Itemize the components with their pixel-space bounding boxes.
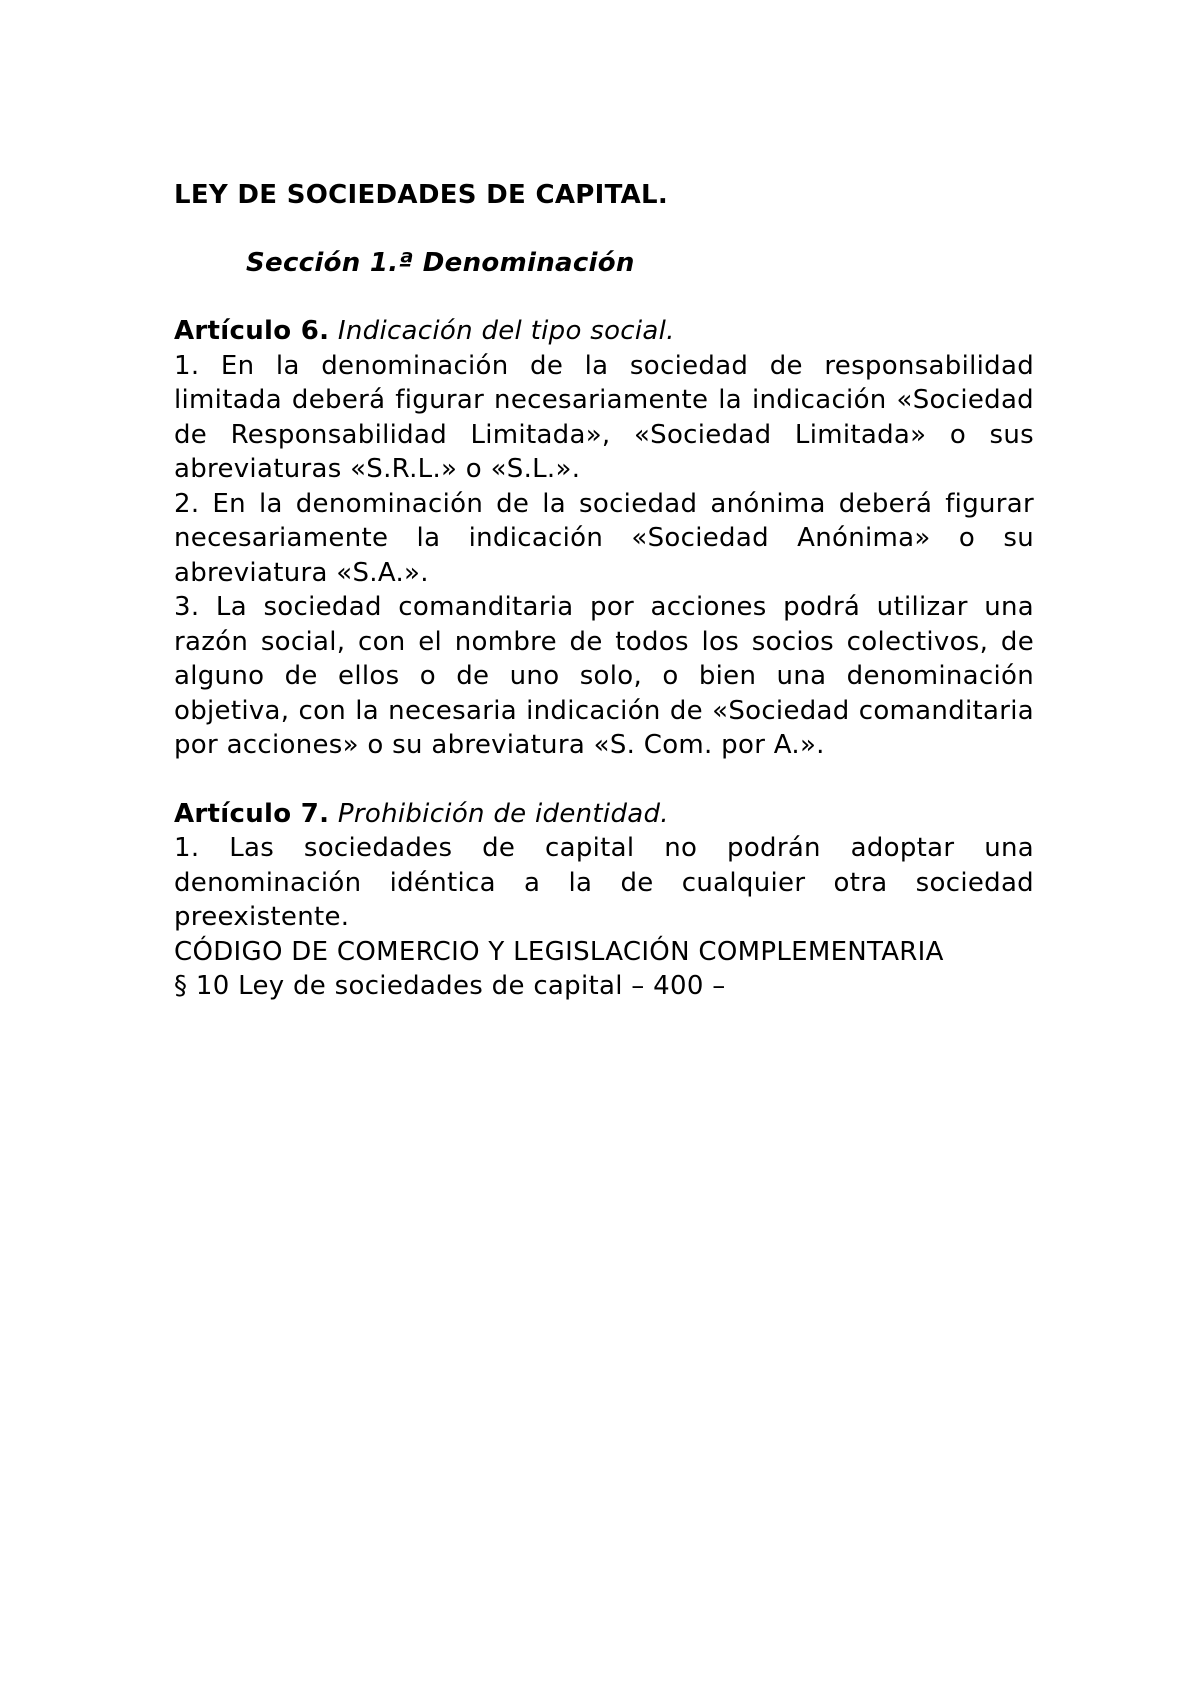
article-number: Artículo 7. bbox=[174, 798, 330, 829]
article-paragraph: 1. En la denominación de la sociedad de responsabilidad limitada deberá figurar necesariamente la indicación «Sociedad de Responsabilidad Limitada», «Sociedad Limitada» o sus abreviaturas «S.R.L.» o «S.L.». bbox=[174, 350, 1034, 484]
article-number: Artículo 6. bbox=[174, 316, 330, 346]
article-heading bbox=[174, 314, 1034, 349]
footer-book-title: CÓDIGO DE COMERCIO Y LEGISLACIÓN COMPLEMENTARIA bbox=[174, 936, 944, 967]
article-6 bbox=[174, 314, 1034, 763]
section-title: Sección 1.ª Denominación bbox=[246, 248, 635, 278]
article-paragraph: 1. Las sociedades de capital no podrán adoptar una denominación idéntica a la de cualquier otra sociedad preexistente. bbox=[174, 833, 1034, 932]
article-heading bbox=[174, 797, 1034, 832]
document-title: LEY DE SOCIEDADES DE CAPITAL. bbox=[174, 180, 669, 210]
footer-page-reference: § 10 Ley de sociedades de capital – 400 – bbox=[174, 971, 726, 1001]
article-title: Indicación del tipo social. bbox=[337, 316, 675, 346]
document-page bbox=[174, 178, 1034, 1004]
article-paragraph: 3. La sociedad comanditaria por acciones podrá utilizar una razón social, con el nombre de todos los socios colectivos, de alguno de ellos o de uno solo, o bien una denominación objetiva, con la necesaria indicación de «Sociedad comanditaria por acciones» o su abreviatura «S. Com. por A.». bbox=[174, 592, 1034, 760]
article-paragraph: 2. En la denominación de la sociedad anónima deberá figurar necesariamente la indicación «Sociedad Anónima» o su abreviatura «S.A.». bbox=[174, 488, 1034, 588]
article-title: Prohibición de identidad. bbox=[337, 798, 669, 829]
article-7 bbox=[174, 797, 1034, 1004]
